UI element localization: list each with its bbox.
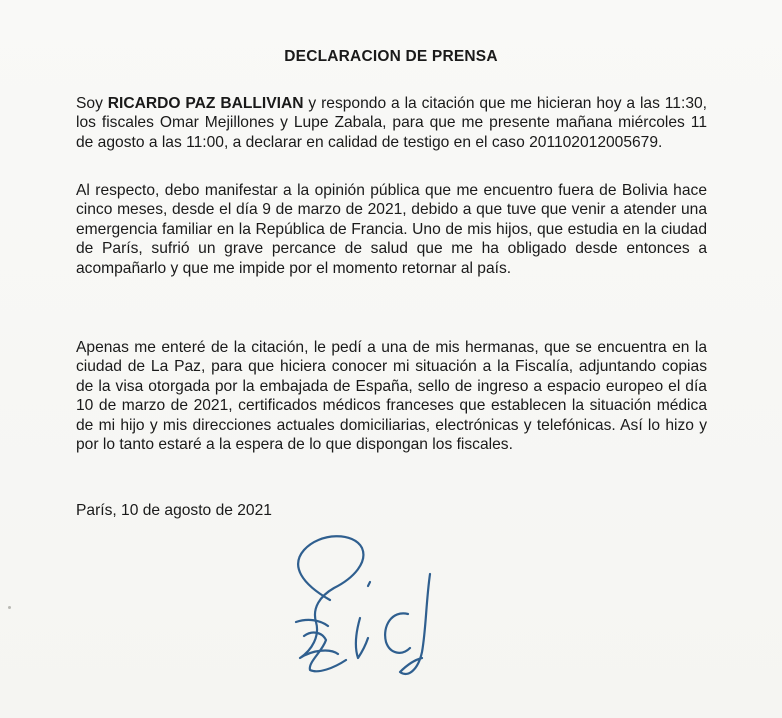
paper-speck: [8, 606, 11, 609]
place-and-date: París, 10 de agosto de 2021: [76, 502, 272, 519]
paragraph-actions: Apenas me enteré de la citación, le pedí a una de mis hermanas, que se encuentra en la ciudad de La Paz, para que hiciera conocer mi situación a la Fiscalía, adjuntando copias de la visa otorgada por la embajada de España, sello de ingreso a espacio europeo el día 10 de marzo de 2021, certificados médicos franceses que establecen la situación médica de mi hijo y mis direcciones actuales domiciliarias, electrónicas y telefónicas. Así lo hizo y por lo tanto estaré a la espera de lo que dispongan los fiscales.: [76, 339, 707, 454]
declarant-name: RICARDO PAZ BALLIVIAN: [107, 95, 304, 112]
document-title: DECLARACION DE PRENSA: [284, 48, 498, 65]
handwritten-signature: [282, 522, 482, 702]
paragraph-situation: Al respecto, debo manifestar a la opinión pública que me encuentro fuera de Bolivia hace cinco meses, desde el día 9 de marzo de 2021, debido a que tuve que venir a atender una emergencia familiar en la República de Francia. Uno de mis hijos, que estudia en la ciudad de París, sufrió un grave percance de salud que me ha obligado desde entonces a acompañarlo y que me impide por el momento retornar al país.: [76, 182, 707, 277]
paragraph-citation: [76, 94, 707, 152]
paragraph-citation-body: y respondo a la citación que me hicieran hoy a las 11:30, los fiscales Omar Mejillones y Lupe Zabala, para que me presente mañana miércoles 11 de agosto a las 11:00, a declarar en calidad de testigo en el caso 201102012005679.: [76, 95, 707, 151]
paragraph-citation-intro: Soy: [76, 95, 108, 112]
